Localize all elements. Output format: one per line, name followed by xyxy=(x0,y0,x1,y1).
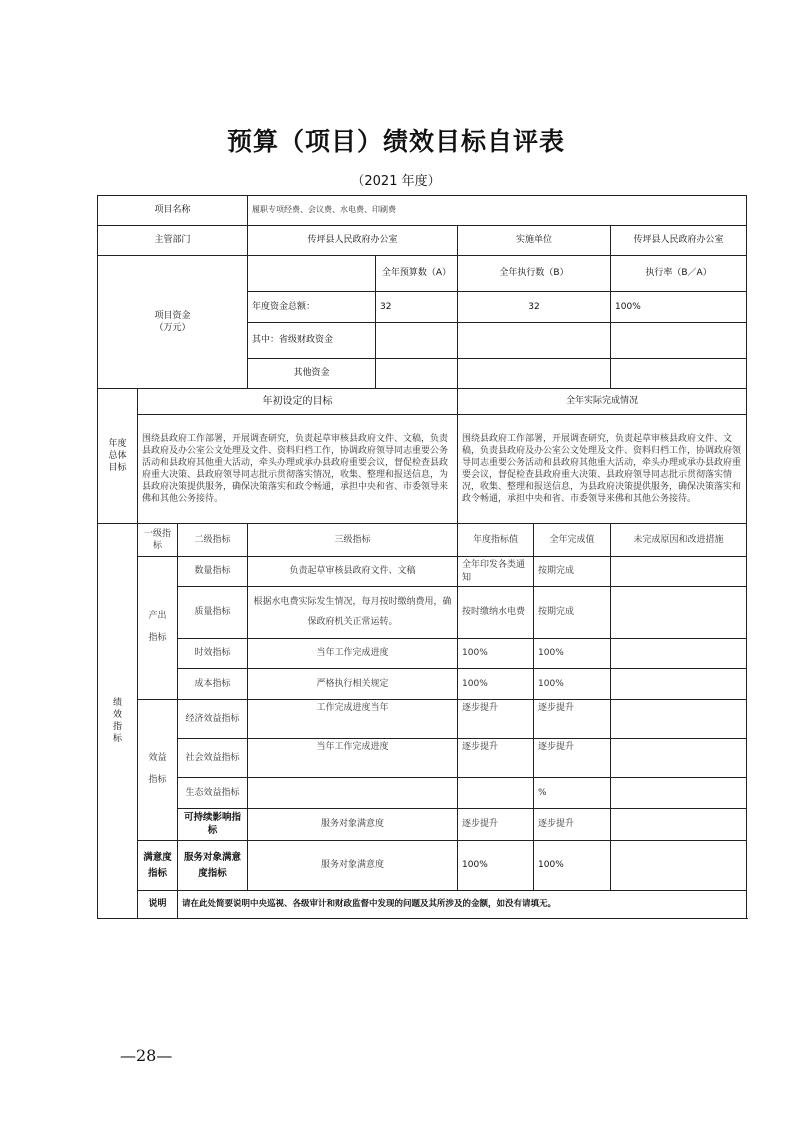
funds-provincial-rate xyxy=(611,323,747,359)
indicator-actual: 100% xyxy=(534,841,611,891)
indicator-target: 全年印发各类通知 xyxy=(458,557,534,587)
funds-col-rate: 执行率（B／A） xyxy=(611,256,747,292)
indicator-target: 逐步提升 xyxy=(458,739,534,778)
department-label: 主管部门 xyxy=(98,226,248,256)
goals-actual-header: 全年实际完成情况 xyxy=(458,389,747,415)
indicator-level2: 成本指标 xyxy=(178,669,248,700)
funds-total-executed: 32 xyxy=(458,292,611,323)
self-evaluation-table xyxy=(97,195,747,919)
indicators-header-row xyxy=(98,524,747,557)
indicator-level3: 负责起草审核县政府文件、文稿 xyxy=(248,557,458,587)
indicator-reason xyxy=(611,639,747,669)
funds-provincial-budget xyxy=(376,323,458,359)
page-number: —28— xyxy=(120,1046,173,1065)
indicators-header-level2: 二级指标 xyxy=(178,524,248,557)
indicator-reason xyxy=(611,669,747,700)
department-row xyxy=(98,226,747,256)
indicators-header-target: 年度指标值 xyxy=(458,524,534,557)
indicator-level3: 根据水电费实际发生情况，每月按时缴纳费用，确保政府机关正常运转。 xyxy=(248,587,458,639)
indicator-row xyxy=(98,639,747,669)
funds-other-rate xyxy=(611,359,747,389)
explanation-label: 说明 xyxy=(138,891,178,919)
benefit-indicators-label: 效益指标 xyxy=(138,700,178,841)
indicator-level3: 严格执行相关规定 xyxy=(248,669,458,700)
indicator-actual: 逐步提升 xyxy=(534,739,611,778)
funds-other-budget xyxy=(376,359,458,389)
indicator-row xyxy=(98,700,747,739)
indicator-reason xyxy=(611,841,747,891)
indicator-level3 xyxy=(248,778,458,809)
indicator-actual: 逐步提升 xyxy=(534,809,611,841)
indicators-section-label: 绩效指标 xyxy=(98,524,138,919)
indicator-level3: 当年工作完成进度 xyxy=(248,739,458,778)
indicator-level3: 服务对象满意度 xyxy=(248,841,458,891)
indicator-level2: 社会效益指标 xyxy=(178,739,248,778)
funds-label xyxy=(98,256,248,389)
indicator-actual: 逐步提升 xyxy=(534,700,611,739)
indicator-level3: 服务对象满意度 xyxy=(248,809,458,841)
indicator-level2: 数量指标 xyxy=(178,557,248,587)
indicator-row xyxy=(98,809,747,841)
indicator-target: 逐步提升 xyxy=(458,809,534,841)
funds-header-row xyxy=(98,256,747,292)
funds-label-line1: 项目资金 xyxy=(154,310,191,321)
indicator-row xyxy=(98,557,747,587)
project-name-label: 项目名称 xyxy=(98,196,248,226)
indicators-header-level3: 三级指标 xyxy=(248,524,458,557)
document-year: （2021 年度） xyxy=(351,174,441,189)
funds-total-label: 年度资金总额： xyxy=(248,292,376,323)
funds-other-label: 其他资金 xyxy=(248,359,376,389)
indicator-level2: 质量指标 xyxy=(178,587,248,639)
department-value: 传坪县人民政府办公室 xyxy=(248,226,458,256)
funds-other-executed xyxy=(458,359,611,389)
funds-total-rate: 100% xyxy=(611,292,747,323)
indicator-reason xyxy=(611,587,747,639)
indicator-target: 按时缴纳水电费 xyxy=(458,587,534,639)
indicator-reason xyxy=(611,739,747,778)
implementing-unit-value: 传坪县人民政府办公室 xyxy=(611,226,747,256)
indicator-actual: 100% xyxy=(534,669,611,700)
funds-col-executed: 全年执行数（B） xyxy=(458,256,611,292)
explanation-row xyxy=(98,891,747,919)
indicator-target: 100% xyxy=(458,841,534,891)
output-indicators-label: 产出指标 xyxy=(138,557,178,700)
indicator-row xyxy=(98,778,747,809)
goals-text-row xyxy=(98,415,747,524)
satisfaction-indicators-label: 满意度指标 xyxy=(138,841,178,891)
indicators-header-reason: 未完成原因和改进措施 xyxy=(611,524,747,557)
explanation-text: 请在此处简要说明中央巡视、各级审计和财政监督中发现的问题及其所涉及的金额，如没有请填无。 xyxy=(178,891,747,919)
indicator-level2: 经济效益指标 xyxy=(178,700,248,739)
implementing-unit-label: 实施单位 xyxy=(458,226,611,256)
indicator-level2: 生态效益指标 xyxy=(178,778,248,809)
indicator-row xyxy=(98,841,747,891)
document-title: 预算（项目）绩效目标自评表 xyxy=(226,127,565,156)
indicator-level2: 时效指标 xyxy=(178,639,248,669)
indicator-row xyxy=(98,739,747,778)
goals-initial-text: 围绕县政府工作部署，开展调查研究，负责起草审核县政府文件、文稿，负责县政府及办公室公文处理及文件、资料归档工作，协调政府领导同志重要公务活动和县政府其他重大活动，牵头办理或承办县政府重要会议，督促检查县政府重大决策、县政府领导同志批示贯彻落实情况，收集、整理和报送信息，为县政府决策提供服务，确保决策落实和政令畅通，承担中央和省、市委领导来佛和其他公务接待。 xyxy=(138,415,458,524)
indicator-actual: 按期完成 xyxy=(534,557,611,587)
indicator-level2: 服务对象满意度指标 xyxy=(178,841,248,891)
indicator-actual: % xyxy=(534,778,611,809)
indicators-header-level1: 一级指标 xyxy=(138,524,178,557)
funds-label-line2: （万元） xyxy=(154,323,191,333)
funds-provincial-label: 其中：省级财政资金 xyxy=(248,323,376,359)
indicator-level2: 可持续影响指标 xyxy=(178,809,248,841)
indicator-reason xyxy=(611,557,747,587)
goals-section-label: 年度总体目标 xyxy=(98,389,138,524)
indicator-level3: 当年工作完成进度 xyxy=(248,639,458,669)
indicator-actual: 100% xyxy=(534,639,611,669)
indicator-target: 100% xyxy=(458,669,534,700)
indicator-row xyxy=(98,587,747,639)
funds-col-budget: 全年预算数（A） xyxy=(376,256,458,292)
goals-initial-header: 年初设定的目标 xyxy=(138,389,458,415)
funds-provincial-executed xyxy=(458,323,611,359)
project-name-row xyxy=(98,196,747,226)
indicator-reason xyxy=(611,809,747,841)
indicator-row xyxy=(98,669,747,700)
funds-total-budget: 32 xyxy=(376,292,458,323)
indicator-level3: 工作完成进度当年 xyxy=(248,700,458,739)
goals-header-row xyxy=(98,389,747,415)
indicator-reason xyxy=(611,778,747,809)
indicator-target xyxy=(458,778,534,809)
project-name-value: 履职专项经费、会议费、水电费、印刷费 xyxy=(248,196,747,226)
indicator-actual: 按期完成 xyxy=(534,587,611,639)
indicator-target: 逐步提升 xyxy=(458,700,534,739)
indicator-target: 100% xyxy=(458,639,534,669)
goals-actual-text: 围绕县政府工作部署，开展调查研究，负责起草审核县政府文件、文稿，负责县政府及办公室公文处理及文件、资料归档工作，协调政府领导同志重要公务活动和县政府其他重大活动，牵头办理或承办县政府重要会议，督促检查县政府重大决策、县政府领导同志批示贯彻落实情况，收集、整理和报送信息，为县政府决策提供服务，确保决策落实和政令畅通，承担中央和省、市委领导来佛和其他公务接待。 xyxy=(458,415,747,524)
funds-header-blank xyxy=(248,256,376,292)
indicator-reason xyxy=(611,700,747,739)
indicators-header-actual: 全年完成值 xyxy=(534,524,611,557)
